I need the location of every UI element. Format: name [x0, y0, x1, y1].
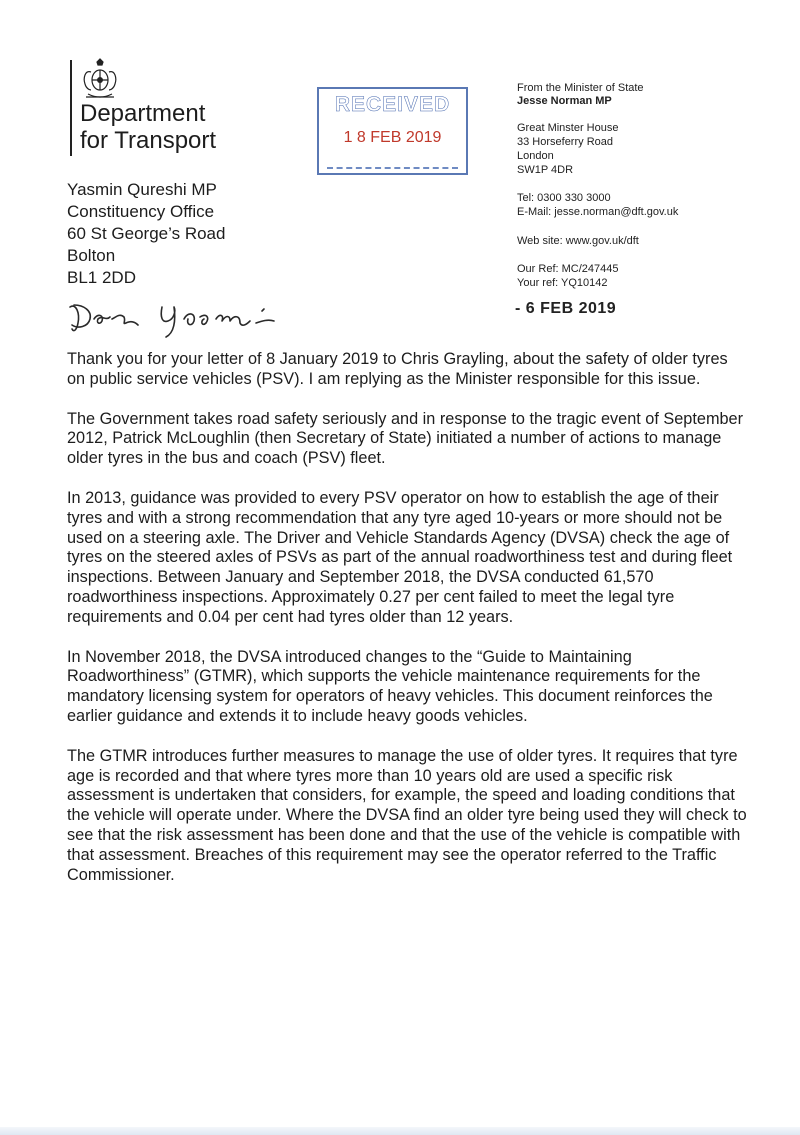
sender-telephone: Tel: 0300 330 3000 — [517, 192, 611, 204]
recipient-line: Constituency Office — [67, 202, 215, 221]
sender-website: Web site: www.gov.uk/dft — [517, 235, 639, 247]
body-paragraph: In 2013, guidance was provided to every PSV operator on how to establish the age of their tyres and with a strong recommendation that any tyre aged 10-years or more should not be used on a steering axle. The Driver and Vehicle Standards Agency (DVSA) check the age of tyres on the steered axles of PSVs as part of the annual roadworthiness test and during fleet inspections. Between January and September 2018, the DVSA conducted 61,570 roadworthiness inspections. Approximately 0.27 per cent failed to meet the legal tyre requirements and 0.04 per cent had tyres older than 12 years. — [67, 488, 733, 626]
recipient-line: 60 St George’s Road — [67, 224, 226, 243]
sender-address-line: SW1P 4DR — [517, 164, 574, 176]
recipient-address — [67, 179, 225, 289]
department-name-line2: for Transport — [80, 127, 217, 154]
letter-body — [67, 350, 747, 905]
our-reference: Our Ref: MC/247445 — [517, 263, 619, 275]
received-stamp-date: 1 8 FEB 2019 — [343, 129, 442, 146]
body-paragraph: In November 2018, the DVSA introduced changes to the “Guide to Maintaining Roadworthiness” (GTMR), which supports the vehicle maintenance requirements for the mandatory licensing system for operators of heavy vehicles. This document reinforces the earlier guidance and extends it to include heavy goods vehicles. — [67, 647, 713, 725]
from-label: From the Minister of State — [517, 82, 644, 94]
recipient-line: Bolton — [67, 246, 116, 265]
department-name — [80, 100, 216, 154]
recipient-line: Yasmin Qureshi MP — [67, 180, 217, 199]
sender-address-line: Great Minster House — [517, 122, 619, 134]
logo-divider — [70, 60, 72, 156]
letter-date: - 6 FEB 2019 — [515, 300, 617, 317]
body-paragraph: The GTMR introduces further measures to manage the use of older tyres. It requires that tyre age is recorded and that where tyres more than 10 years old are used a specific risk assessment is undertaken that considers, for example, the speed and loading conditions that the vehicle will operate under. Where the DVSA find an older tyre being used they will check to see that the risk assessment has been done and that the use of the vehicle is compatible with that assessment. Breaches of this requirement may see the operator referred to the Traffic Commissioner. — [67, 746, 747, 884]
sender-address-line: London — [517, 150, 554, 162]
sender-address — [517, 121, 618, 177]
your-reference: Your ref: YQ10142 — [517, 277, 608, 289]
department-name-line1: Department — [80, 100, 206, 127]
royal-crest-icon — [80, 58, 120, 100]
minister-name: Jesse Norman MP — [517, 95, 612, 107]
body-paragraph: Thank you for your letter of 8 January 2019 to Chris Grayling, about the safety of older tyres on public service vehicles (PSV). I am replying as the Minister responsible for this issue. — [67, 350, 728, 388]
received-stamp — [317, 87, 468, 175]
recipient-line: BL1 2DD — [67, 268, 136, 287]
body-paragraph: The Government takes road safety seriously and in response to the tragic event of September 2012, Patrick McLoughlin (then Secretary of State) initiated a number of actions to manage older tyres in the bus and coach (PSV) fleet. — [67, 409, 744, 468]
sender-email: E-Mail: jesse.norman@dft.gov.uk — [517, 206, 679, 218]
received-stamp-title: RECEIVED — [334, 93, 451, 116]
received-stamp-dashed-line — [327, 167, 458, 169]
scan-edge — [0, 1127, 800, 1135]
handwritten-salutation — [66, 293, 316, 343]
sender-address-line: 33 Horseferry Road — [517, 136, 613, 148]
